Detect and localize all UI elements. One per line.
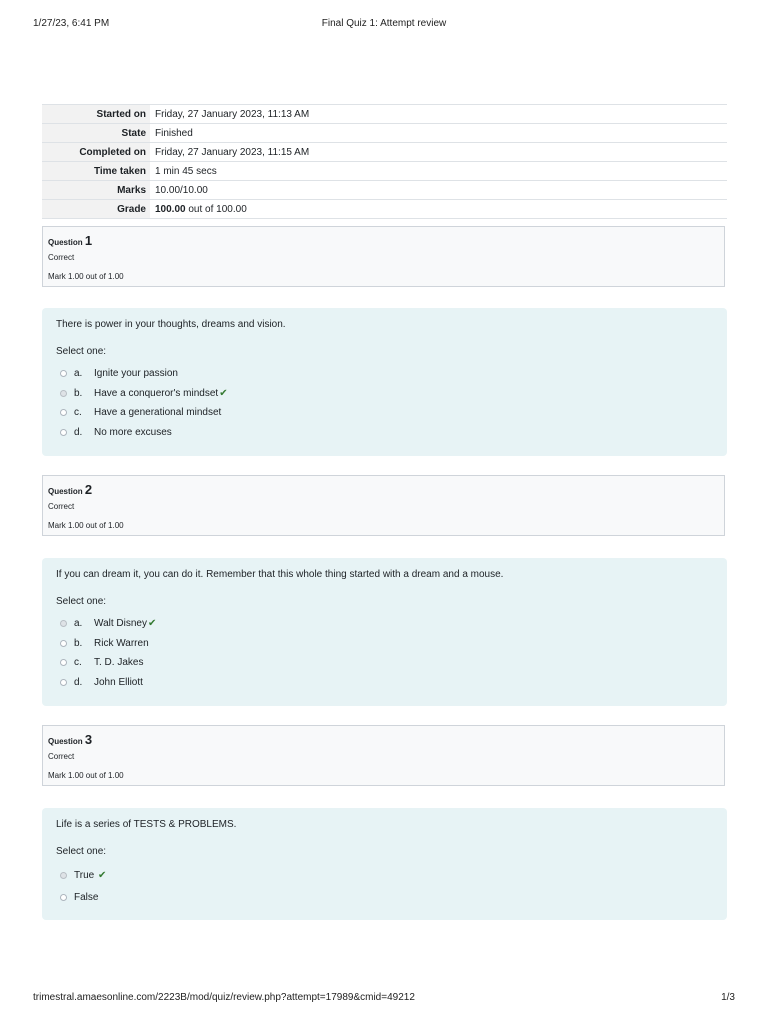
select-one-prompt: Select one: <box>56 596 107 607</box>
question-mark: Mark 1.00 out of 1.00 <box>48 521 124 530</box>
question-number: Question 3 <box>48 732 93 747</box>
select-one-prompt: Select one: <box>56 346 107 357</box>
answer-options <box>56 364 713 442</box>
radio-button[interactable] <box>60 679 67 686</box>
summary-label: Completed on <box>42 143 150 162</box>
summary-row <box>42 181 727 200</box>
radio-button[interactable] <box>60 640 67 647</box>
question-info-2 <box>42 475 725 536</box>
answer-option-false[interactable]: False <box>56 886 713 908</box>
page-url: trimestral.amaesonline.com/2223B/mod/quiz/review.php?attempt=17989&cmid=49212 <box>33 992 415 1003</box>
page-number: 1/3 <box>721 992 735 1003</box>
summary-label: Grade <box>42 200 150 219</box>
summary-value: Finished <box>150 124 727 143</box>
checkmark-icon: ✔ <box>147 618 157 630</box>
question-state: Correct <box>48 502 75 511</box>
question-number: Question 1 <box>48 233 93 248</box>
radio-button[interactable] <box>60 370 67 377</box>
question-text: If you can dream it, you can do it. Remember that this whole thing started with a dream and a mouse. <box>56 569 504 580</box>
question-text: There is power in your thoughts, dreams and vision. <box>56 319 286 330</box>
print-header <box>33 18 735 32</box>
question-state: Correct <box>48 752 75 761</box>
answer-options <box>56 864 713 908</box>
radio-button-checked[interactable] <box>60 390 67 397</box>
question-mark: Mark 1.00 out of 1.00 <box>48 771 124 780</box>
summary-row <box>42 124 727 143</box>
answer-option-b[interactable]: b. Rick Warren <box>56 634 713 654</box>
summary-value: Friday, 27 January 2023, 11:15 AM <box>150 143 727 162</box>
attempt-summary-table <box>42 104 727 219</box>
question-text: Life is a series of TESTS & PROBLEMS. <box>56 819 237 830</box>
question-info-1 <box>42 226 725 287</box>
summary-label: Started on <box>42 105 150 124</box>
answer-option-b[interactable]: b. Have a conqueror's mindset ✔ <box>56 384 713 404</box>
summary-value <box>150 200 727 219</box>
summary-label: Marks <box>42 181 150 200</box>
print-footer <box>33 992 735 1006</box>
summary-row <box>42 105 727 124</box>
summary-value: 10.00/10.00 <box>150 181 727 200</box>
summary-row <box>42 143 727 162</box>
summary-label: Time taken <box>42 162 150 181</box>
answer-options <box>56 614 713 692</box>
summary-value: 1 min 45 secs <box>150 162 727 181</box>
radio-button-checked[interactable] <box>60 620 67 627</box>
summary-value: Friday, 27 January 2023, 11:13 AM <box>150 105 727 124</box>
grade-out-of: out of 100.00 <box>185 203 247 215</box>
summary-label: State <box>42 124 150 143</box>
summary-row <box>42 162 727 181</box>
answer-option-c[interactable]: c. Have a generational mindset <box>56 403 713 423</box>
radio-button[interactable] <box>60 659 67 666</box>
checkmark-icon: ✔ <box>97 869 107 881</box>
answer-option-true[interactable]: True ✔ <box>56 864 713 886</box>
answer-option-d[interactable]: d. No more excuses <box>56 423 713 443</box>
summary-row <box>42 200 727 219</box>
question-state: Correct <box>48 253 75 262</box>
answer-option-a[interactable]: a. Ignite your passion <box>56 364 713 384</box>
answer-option-a[interactable]: a. Walt Disney ✔ <box>56 614 713 634</box>
print-title: Final Quiz 1: Attempt review <box>321 18 447 29</box>
select-one-prompt: Select one: <box>56 846 107 857</box>
answer-option-d[interactable]: d. John Elliott <box>56 673 713 693</box>
question-content-2 <box>42 558 727 706</box>
question-mark: Mark 1.00 out of 1.00 <box>48 272 124 281</box>
question-number: Question 2 <box>48 482 93 497</box>
radio-button[interactable] <box>60 429 67 436</box>
grade-value: 100.00 <box>155 203 186 215</box>
radio-button[interactable] <box>60 409 67 416</box>
question-info-3 <box>42 725 725 786</box>
question-content-1 <box>42 308 727 456</box>
checkmark-icon: ✔ <box>219 387 228 399</box>
answer-option-c[interactable]: c. T. D. Jakes <box>56 653 713 673</box>
question-content-3 <box>42 808 727 920</box>
radio-button[interactable] <box>60 894 67 901</box>
print-datetime: 1/27/23, 6:41 PM <box>33 18 110 29</box>
radio-button-checked[interactable] <box>60 872 67 879</box>
